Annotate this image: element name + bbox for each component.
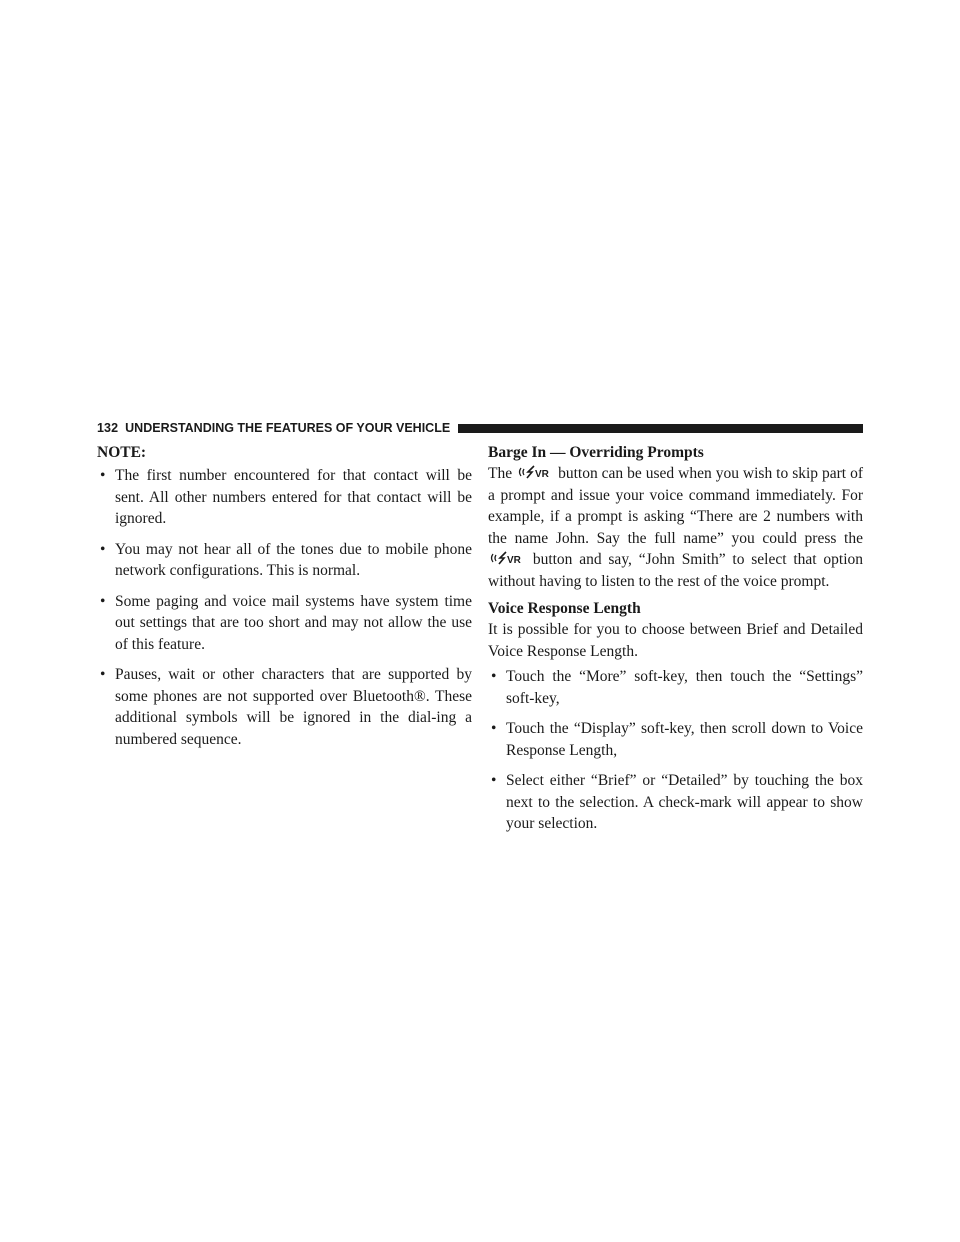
left-column [97,442,472,759]
voice-recognition-icon [518,465,552,479]
bullet-icon: • [491,720,497,737]
page-number: 132 [97,421,119,435]
page-header [97,420,863,436]
list-item: • Select either “Brief” or “Detailed” by touching the box next to the selection. A check-mark will appear to show your selection. [491,772,863,832]
list-item: • Touch the “Display” soft-key, then scroll down to Voice Response Length, [491,720,863,759]
list-item: • The first number encountered for that contact will be sent. All other numbers entered for that contact will be ignored. [100,467,472,527]
list-item: • You may not hear all of the tones due to mobile phone network configurations. This is normal. [100,540,472,579]
svg-text:VR: VR [507,555,521,565]
barge-in-heading: Barge In — Overriding Prompts [488,444,704,461]
list-item: • Some paging and voice mail systems have system time out settings that are too short and may not allow the use of this feature. [100,592,472,653]
note-list [97,465,472,750]
right-column [488,442,863,844]
note-heading: NOTE: [97,444,147,461]
list-item: • Pauses, wait or other characters that are supported by some phones are not supported over Bluetooth®. These additional symbols will be ignored in the dial-ing a numbered sequence. [100,666,472,748]
voice-response-list [488,666,863,835]
svg-text:VR: VR [535,469,549,479]
section-title: UNDERSTANDING THE FEATURES OF YOUR VEHICLE [125,421,451,435]
bullet-icon: • [491,668,497,685]
bullet-icon: • [491,772,497,789]
list-item: • Touch the “More” soft-key, then touch the “Settings” soft-key, [491,668,863,707]
voice-response-intro: It is possible for you to choose between Brief and Detailed Voice Response Length. [488,621,863,660]
barge-in-paragraph: The VR button can be used when you wish to skip part of a prompt and issue your voice command immediately. For example, if a prompt is asking “There are 2 numbers with the name John. Say the full name” you could press the VR button and say, “John Smith” to select that option without having to listen to the rest of the voice prompt. [488,465,864,590]
bullet-icon: • [100,540,106,558]
header-rule [458,424,863,433]
bullet-icon: • [100,666,106,683]
voice-recognition-icon [490,551,524,565]
bullet-icon: • [100,467,106,484]
bullet-icon: • [100,592,106,610]
voice-response-heading: Voice Response Length [488,600,641,617]
